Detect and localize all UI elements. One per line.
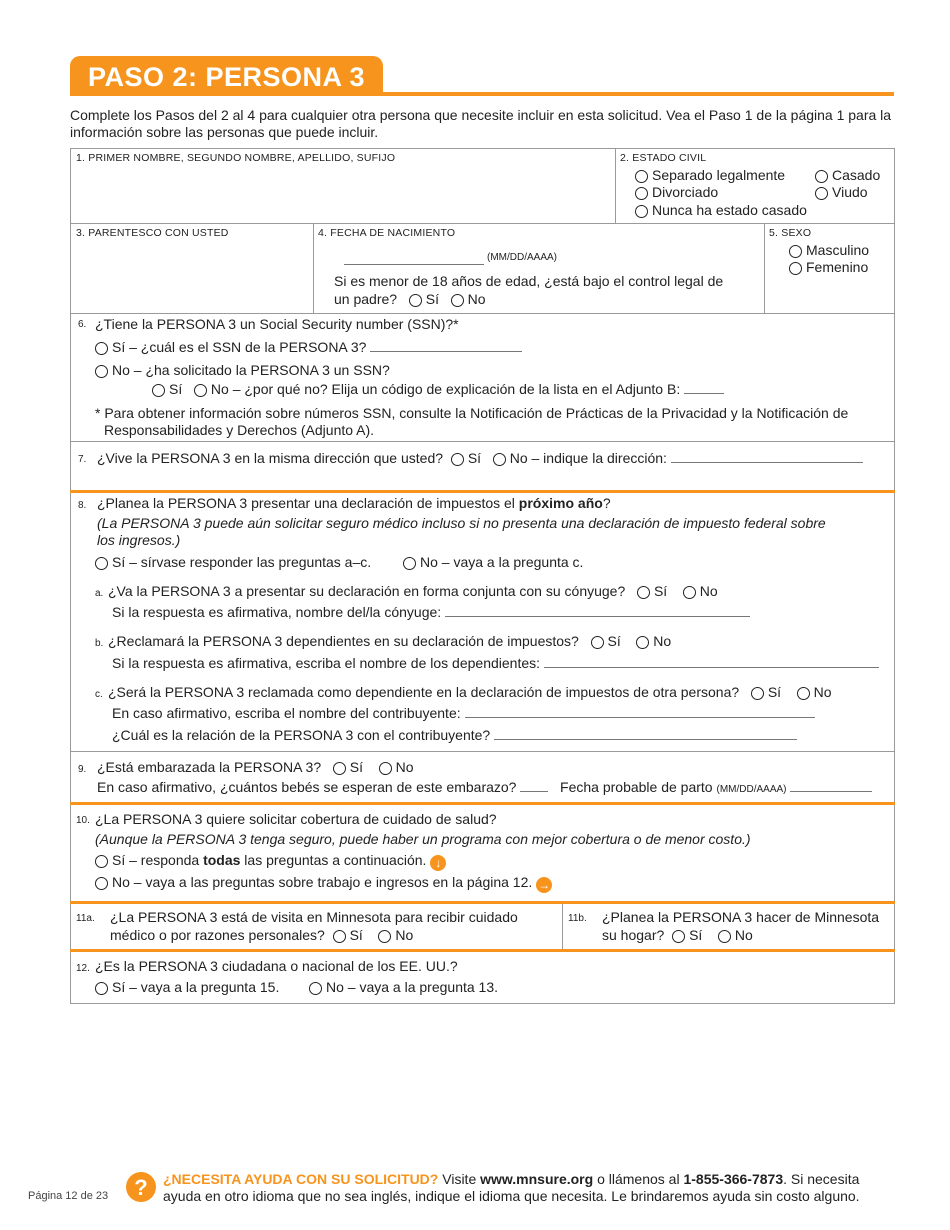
q10-yes[interactable]: Sí – responda todas las preguntas a continuación. ↓ bbox=[95, 852, 446, 871]
q9-yes[interactable]: Sí bbox=[333, 759, 363, 775]
ssn-reason-code-input[interactable] bbox=[684, 381, 724, 394]
q11a-no[interactable]: No bbox=[378, 927, 413, 943]
due-date-input[interactable] bbox=[790, 779, 872, 792]
q6-sub-no[interactable]: No – ¿por qué no? Elija un código de explicación de la lista en el Adjunto B: bbox=[194, 381, 680, 397]
q8c-no[interactable]: No bbox=[797, 684, 832, 700]
divider bbox=[562, 904, 563, 950]
q9-number: 9. bbox=[78, 764, 87, 775]
spouse-name-input[interactable] bbox=[445, 604, 750, 617]
q11b-number: 11b. bbox=[568, 913, 587, 924]
radio-button[interactable] bbox=[635, 205, 648, 218]
radio-button[interactable] bbox=[95, 365, 108, 378]
q11b-yes[interactable]: Sí bbox=[672, 927, 702, 943]
marital-married[interactable]: Casado bbox=[815, 167, 880, 183]
q8b-sub: Si la respuesta es afirmativa, escriba el nombre de los dependientes: bbox=[112, 655, 879, 671]
radio-button[interactable] bbox=[379, 762, 392, 775]
section-divider bbox=[70, 901, 895, 904]
q11a-question: ¿La PERSONA 3 está de visita en Minnesota para recibir cuidado bbox=[110, 909, 518, 925]
q10-note: (Aunque la PERSONA 3 tenga seguro, puede haber un programa con mejor cobertura o de menor costo.) bbox=[95, 831, 751, 847]
question-icon: ? bbox=[126, 1172, 156, 1202]
q8c-sub1: En caso afirmativo, escriba el nombre del contribuyente: bbox=[112, 705, 815, 721]
birthdate-input[interactable] bbox=[344, 252, 484, 265]
phone-number: 1-855-366-7873 bbox=[683, 1171, 784, 1187]
divider bbox=[615, 148, 616, 223]
header-rule bbox=[70, 92, 894, 96]
q8a-no[interactable]: No bbox=[683, 583, 718, 599]
q8-note-line2: los ingresos.) bbox=[97, 532, 181, 548]
q11b-no[interactable]: No bbox=[718, 927, 753, 943]
q7-question: ¿Vive la PERSONA 3 en la misma dirección que usted? bbox=[97, 450, 444, 466]
divider bbox=[313, 223, 314, 313]
ssn-input[interactable] bbox=[370, 339, 522, 352]
divider bbox=[70, 313, 895, 314]
q12-question: ¿Es la PERSONA 3 ciudadana o nacional de los EE. UU.? bbox=[95, 958, 458, 974]
q6-yes[interactable]: Sí – ¿cuál es el SSN de la PERSONA 3? bbox=[95, 339, 522, 355]
q8-note-line1: (La PERSONA 3 puede aún solicitar seguro médico incluso si no presenta una declaración de impuesto federal sobre bbox=[97, 515, 826, 531]
radio-button[interactable] bbox=[194, 384, 207, 397]
q8a-sub: Si la respuesta es afirmativa, nombre del/la cónyuge: bbox=[112, 604, 750, 620]
q7-yes[interactable]: Sí bbox=[451, 450, 481, 466]
q5-label: 5. SEXO bbox=[769, 227, 812, 239]
q8b-no[interactable]: No bbox=[636, 633, 671, 649]
q4-label: 4. FECHA DE NACIMIENTO bbox=[318, 227, 456, 239]
taxpayer-name-input[interactable] bbox=[465, 705, 815, 718]
q8c-row: ¿Será la PERSONA 3 reclamada como dependiente en la declaración de impuestos de otra persona? Sí No bbox=[108, 684, 832, 700]
arrow-right-icon: → bbox=[538, 878, 551, 892]
help-text: ¿NECESITA AYUDA CON SU SOLICITUD? Visite www.mnsure.org o llámenos al 1-855-366-7873. Si necesita ayuda en otro idioma que no sea inglés, indique el idioma que necesita. Le brindaremos ayuda sin costo alguno. bbox=[163, 1171, 860, 1204]
radio-button[interactable] bbox=[635, 187, 648, 200]
radio-button[interactable] bbox=[378, 930, 391, 943]
q11b-row: su hogar? Sí No bbox=[602, 927, 753, 943]
q8-question: ¿Planea la PERSONA 3 presentar una declaración de impuestos el próximo año? bbox=[97, 495, 611, 511]
arrow-down-icon: ↓ bbox=[430, 855, 446, 871]
marital-divorced[interactable]: Divorciado bbox=[635, 184, 718, 200]
minor-no[interactable]: No bbox=[451, 291, 486, 307]
q7-number: 7. bbox=[78, 454, 87, 465]
q9-row: ¿Está embarazada la PERSONA 3? Sí No bbox=[97, 759, 414, 775]
radio-button[interactable] bbox=[591, 636, 604, 649]
q8a-letter: a. bbox=[95, 588, 104, 599]
q11a-yes[interactable]: Sí bbox=[333, 927, 363, 943]
q8-number: 8. bbox=[78, 500, 87, 511]
radio-button[interactable] bbox=[635, 170, 648, 183]
q6-question: ¿Tiene la PERSONA 3 un Social Security number (SSN)?* bbox=[95, 316, 459, 332]
q11a-row: médico o por razones personales? Sí No bbox=[110, 927, 414, 943]
q8c-yes[interactable]: Sí bbox=[751, 684, 781, 700]
section-title-tab bbox=[70, 56, 383, 96]
divider bbox=[70, 751, 895, 752]
radio-button[interactable] bbox=[751, 687, 764, 700]
q6-note-line1: * Para obtener información sobre números SSN, consulte la Notificación de Prácticas de la Privacidad y la Notificación de bbox=[95, 405, 849, 421]
q12-yes[interactable]: Sí – vaya a la pregunta 15. bbox=[95, 979, 279, 995]
q8-yes[interactable]: Sí – sírvase responder las preguntas a–c. bbox=[95, 554, 371, 570]
q11a-number: 11a. bbox=[76, 913, 95, 924]
minor-yes[interactable]: Sí bbox=[409, 291, 439, 307]
divider bbox=[70, 223, 895, 224]
q8c-letter: c. bbox=[95, 689, 103, 700]
q6-number: 6. bbox=[78, 319, 87, 330]
babies-count-input[interactable] bbox=[520, 779, 548, 792]
radio-button[interactable] bbox=[718, 930, 731, 943]
taxpayer-relation-input[interactable] bbox=[494, 727, 797, 740]
q1-label: 1. PRIMER NOMBRE, SEGUNDO NOMBRE, APELLIDO, SUFIJO bbox=[76, 152, 396, 164]
radio-button[interactable] bbox=[152, 384, 165, 397]
radio-button[interactable] bbox=[333, 762, 346, 775]
radio-button[interactable] bbox=[451, 294, 464, 307]
q6-sub bbox=[152, 381, 724, 397]
q8-no[interactable]: No – vaya a la pregunta c. bbox=[403, 554, 583, 570]
q3-label: 3. PARENTESCO CON USTED bbox=[76, 227, 229, 239]
q7-row bbox=[97, 450, 863, 466]
q7-no[interactable]: No – indique la dirección: bbox=[493, 450, 667, 466]
radio-button[interactable] bbox=[789, 245, 802, 258]
page-title: PASO 2: PERSONA 3 bbox=[88, 62, 366, 92]
radio-button[interactable] bbox=[797, 687, 810, 700]
dependents-input[interactable] bbox=[544, 655, 879, 668]
q8b-row: ¿Reclamará la PERSONA 3 dependientes en su declaración de impuestos? Sí No bbox=[108, 633, 672, 649]
radio-button[interactable] bbox=[95, 877, 108, 890]
radio-button[interactable] bbox=[815, 170, 828, 183]
q9-no[interactable]: No bbox=[379, 759, 414, 775]
radio-button[interactable] bbox=[636, 636, 649, 649]
radio-button[interactable] bbox=[815, 187, 828, 200]
q9-sub: En caso afirmativo, ¿cuántos bebés se esperan de este embarazo? Fecha probable de parto (MM/DD/AAAA) bbox=[97, 779, 872, 795]
radio-button[interactable] bbox=[672, 930, 685, 943]
marital-separated[interactable]: Separado legalmente bbox=[635, 167, 785, 183]
divider bbox=[764, 223, 765, 313]
radio-button[interactable] bbox=[409, 294, 422, 307]
q8a-row: ¿Va la PERSONA 3 a presentar su declaración en forma conjunta con su cónyuge? Sí No bbox=[108, 583, 718, 599]
radio-button[interactable] bbox=[333, 930, 346, 943]
radio-button[interactable] bbox=[95, 855, 108, 868]
radio-button[interactable] bbox=[95, 557, 108, 570]
radio-button[interactable] bbox=[309, 982, 322, 995]
sex-male[interactable]: Masculino bbox=[789, 242, 869, 258]
section-divider bbox=[70, 802, 895, 805]
radio-button[interactable] bbox=[637, 586, 650, 599]
q12-no[interactable]: No – vaya a la pregunta 13. bbox=[309, 979, 498, 995]
address-input[interactable] bbox=[671, 450, 863, 463]
q10-number: 10. bbox=[76, 815, 90, 826]
minor-question-cont: un padre? Sí No bbox=[334, 291, 486, 307]
radio-button[interactable] bbox=[683, 586, 696, 599]
divider bbox=[70, 441, 895, 442]
section-divider bbox=[70, 949, 895, 952]
q1-input-area[interactable] bbox=[76, 168, 608, 218]
radio-button[interactable] bbox=[95, 982, 108, 995]
radio-button[interactable] bbox=[451, 453, 464, 466]
q12-number: 12. bbox=[76, 963, 90, 974]
section-divider bbox=[70, 490, 895, 493]
q11b-question: ¿Planea la PERSONA 3 hacer de Minnesota bbox=[602, 909, 880, 925]
marital-never[interactable]: Nunca ha estado casado bbox=[635, 202, 807, 218]
sex-female[interactable]: Femenino bbox=[789, 259, 868, 275]
minor-question: Si es menor de 18 años de edad, ¿está bajo el control legal de bbox=[334, 273, 724, 289]
website-link[interactable]: www.mnsure.org bbox=[480, 1171, 594, 1187]
q6-sub-yes[interactable]: Sí bbox=[152, 381, 182, 397]
marital-widowed[interactable]: Viudo bbox=[815, 184, 868, 200]
q6-no[interactable]: No – ¿ha solicitado la PERSONA 3 un SSN? bbox=[95, 362, 390, 378]
radio-button[interactable] bbox=[789, 262, 802, 275]
birthdate-format: (MM/DD/AAAA) bbox=[487, 252, 557, 263]
radio-button[interactable] bbox=[493, 453, 506, 466]
q8b-letter: b. bbox=[95, 638, 104, 649]
page-number: Página 12 de 23 bbox=[28, 1190, 109, 1202]
q6-note-line2: Responsabilidades y Derechos (Adjunto A). bbox=[104, 422, 375, 438]
q8b-yes[interactable]: Sí bbox=[591, 633, 621, 649]
radio-button[interactable] bbox=[95, 342, 108, 355]
q8c-sub2: ¿Cuál es la relación de la PERSONA 3 con el contribuyente? bbox=[112, 727, 797, 743]
intro-text: Complete los Pasos del 2 al 4 para cualquier otra persona que necesite incluir en esta solicitud. Vea el Paso 1 de la página 1 para la información sobre las personas que puede incluir. bbox=[70, 107, 892, 140]
q2-label: 2. ESTADO CIVIL bbox=[620, 152, 707, 164]
q3-input-area[interactable] bbox=[76, 242, 306, 308]
radio-button[interactable] bbox=[403, 557, 416, 570]
q8a-yes[interactable]: Sí bbox=[637, 583, 667, 599]
q10-question: ¿La PERSONA 3 quiere solicitar cobertura de cuidado de salud? bbox=[95, 811, 497, 827]
q10-no[interactable]: No – vaya a las preguntas sobre trabajo e ingresos en la página 12. → bbox=[95, 874, 552, 893]
